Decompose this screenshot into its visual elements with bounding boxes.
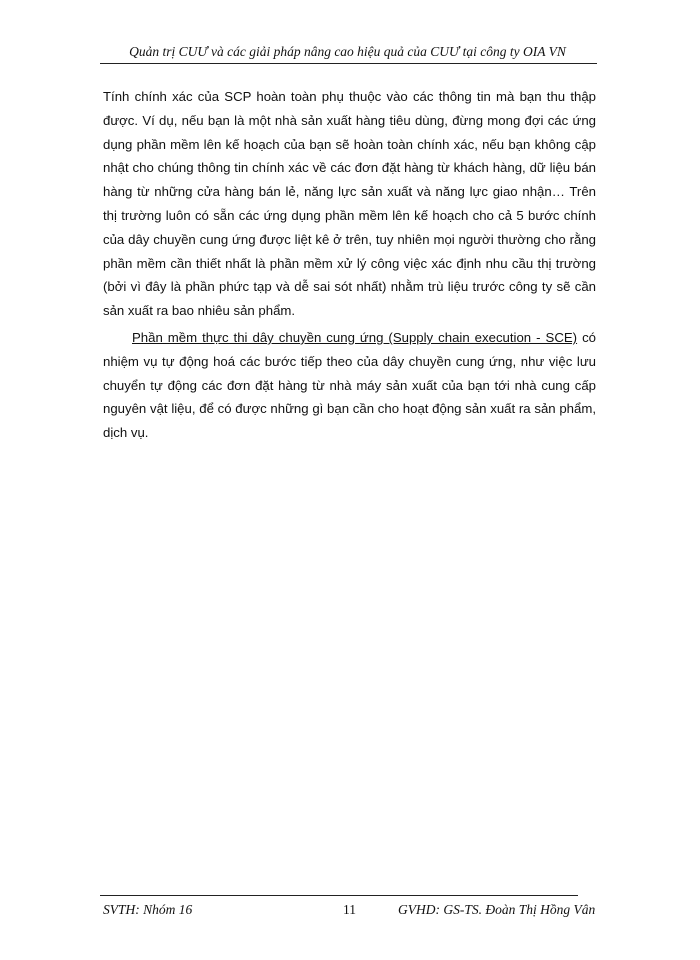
footer-supervisor: GVHD: GS-TS. Đoàn Thị Hồng Vân (398, 902, 596, 917)
sce-term: Phần mềm thực thi dây chuyền cung ứng (Supply chain execution - SCE) (132, 329, 578, 345)
paragraph-1: Tính chính xác của SCP hoàn toàn phụ thuộc vào các thông tin mà bạn thu thập được. Ví dụ, nếu bạn là một nhà sản xuất hàng tiêu dùng, đừng mong đợi các ứng dụng phần mềm lên kế hoạch của bạn sẽ hoàn toàn chính xác, nếu bạn không cập nhật cho chúng thông tin chính xác về các đơn đặt hàng từ khách hàng, dữ liệu bán hàng từ những cửa hàng bán lẻ, năng lực sản xuất và năng lực giao nhận… Trên thị trường luôn có sẵn các ứng dụng phần mềm lên kế hoạch cho cả 5 bước chính của dây chuyền cung ứng được liệt kê ở trên, tuy nhiên mọi người thường cho rằng phần mềm cần thiết nhất là phần mềm xử lý công việc xác định nhu cầu thị trường (bởi vì đây là phần phức tạp và dễ sai sót nhất) nhằm trù liệu trước công ty sẽ cần sản xuất ra bao nhiêu sản phẩm. (103, 89, 596, 319)
document-body (103, 85, 596, 445)
page-header: Quản trị CUƯ và các giải pháp nâng cao hiệu quả của CUƯ tại công ty OIA VN (129, 44, 566, 59)
footer-student: SVTH: Nhóm 16 (103, 902, 193, 917)
page-number: 11 (343, 902, 356, 917)
header-divider (100, 63, 597, 64)
paragraph-2 (103, 326, 596, 445)
footer-divider (100, 895, 578, 896)
paragraph-2-text: có nhiệm vụ tự động hoá các bước tiếp theo của dây chuyền cung ứng, như việc lưu chuyển tự động các đơn đặt hàng từ nhà máy sản xuất của bạn tới nhà cung cấp nguyên vật liệu, để có được những gì bạn cần cho hoạt động sản xuất ra sản phẩm, dịch vụ. (103, 329, 597, 441)
